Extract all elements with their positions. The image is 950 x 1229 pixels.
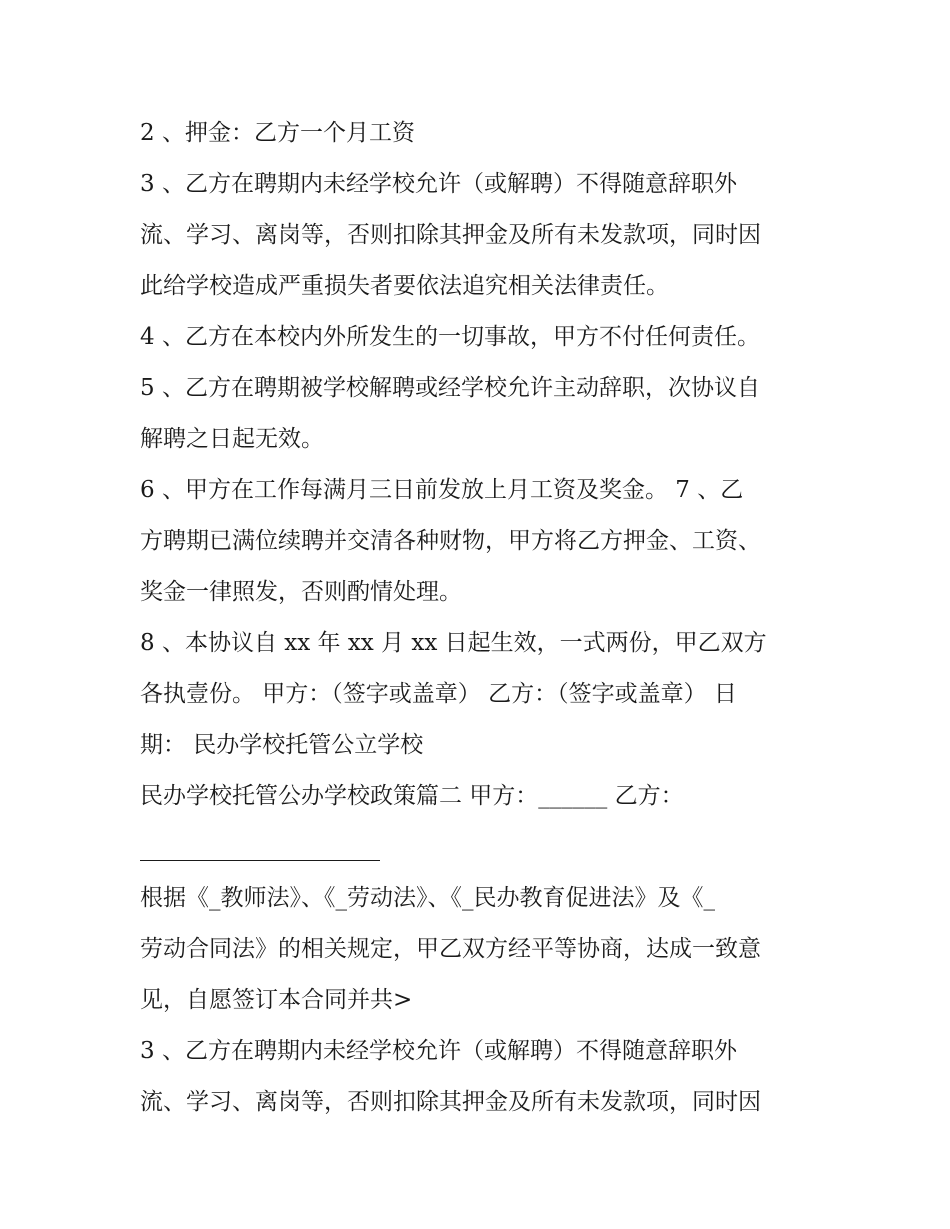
text-line: 见，自愿签订本合同并共>: [140, 987, 413, 1013]
text-line: 流、学习、离岗等，否则扣除其押金及所有未发款项，同时因: [140, 1089, 761, 1115]
text-line: 2 、押金：乙方一个月工资: [140, 120, 415, 146]
document-body: [140, 108, 820, 1128]
text-line: 民办学校托管公办学校政策篇二 甲方：______ 乙方：: [140, 783, 684, 809]
text-line: 5 、乙方在聘期被学校解聘或经学校允许主动辞职，次协议自: [140, 375, 760, 401]
text-line: 6 、甲方在工作每满月三日前发放上月工资及奖金。 7 、乙: [140, 477, 744, 503]
text-line: 期： 民办学校托管公立学校: [140, 732, 424, 758]
text-line: 3 、乙方在聘期内未经学校允许（或解聘）不得随意辞职外: [140, 171, 737, 197]
text-line: 方聘期已满位续聘并交清各种财物，甲方将乙方押金、工资、: [140, 528, 761, 554]
blank-signature-line: [140, 822, 820, 873]
text-line: 各执壹份。 甲方：（签字或盖章） 乙方：（签字或盖章） 日: [140, 681, 737, 707]
text-line: 此给学校造成严重损失者要依法追究相关法律责任。: [140, 273, 669, 299]
blank-underline: [140, 860, 380, 861]
text-line: 劳动合同法》的相关规定，甲乙双方经平等协商，达成一致意: [140, 936, 761, 962]
text-line: 解聘之日起无效。: [140, 426, 324, 452]
text-line: 8 、本协议自 xx 年 xx 月 xx 日起生效，一式两份，甲乙双方: [140, 630, 767, 656]
text-line: 流、学习、离岗等，否则扣除其押金及所有未发款项，同时因: [140, 222, 761, 248]
text-line: 3 、乙方在聘期内未经学校允许（或解聘）不得随意辞职外: [140, 1038, 737, 1064]
text-line: 根据《_教师法》、《_劳动法》、《_民办教育促进法》及《_: [140, 885, 715, 911]
text-line: 奖金一律照发，否则酌情处理。: [140, 579, 462, 605]
text-line: 4 、乙方在本校内外所发生的一切事故，甲方不付任何责任。: [140, 324, 760, 350]
